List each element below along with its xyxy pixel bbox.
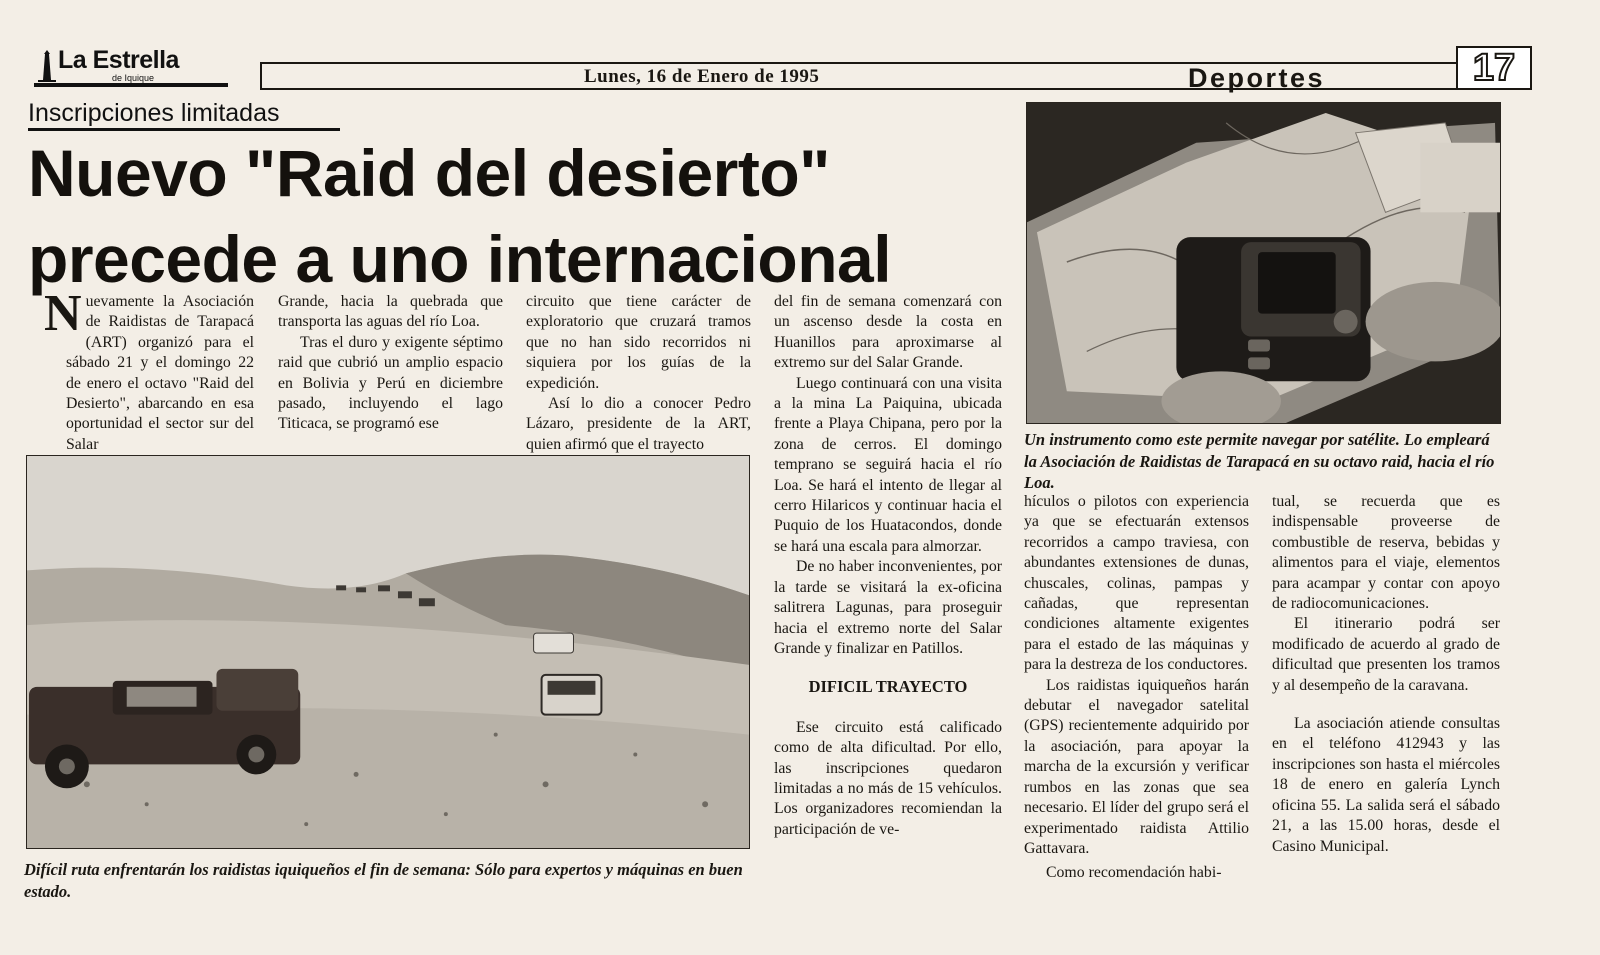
headline-line-1: Nuevo "Raid del desierto" — [28, 136, 830, 210]
paragraph: El itinerario podrá ser modificado de acuerdo al grado de dificultad que presenten los tramos y al desempeño de la caravana. — [1272, 615, 1500, 694]
paragraph: Los raidistas iquiqueños harán debutar el navegador satelital (GPS) recientemente adquirido por la asociación, para apoyar la marcha de la excursión y verificar rumbos en las zonas que sea necesario. El líder del grupo será el experimentado raidista Attilio Gattavara. — [1024, 676, 1249, 857]
paragraph: Como recomendación habi- — [1046, 864, 1222, 882]
page-number: 17 — [1456, 46, 1532, 90]
article-column-4 — [774, 292, 1002, 840]
paragraph: Ese circuito está calificado como de alta dificultad. Por ello, las inscripciones quedaron limitadas a no más de 15 vehículos. Los organizadores recomiendan la participación de ve- — [774, 718, 1002, 838]
article-column-6 — [1272, 492, 1500, 857]
paragraph: La asociación atiende consultas en el teléfono 412943 y las inscripciones son hasta el miércoles 18 de enero en galería Lynch oficina 55. La salida será el sábado 21, a las 15.00 horas, desde el Casino Municipal. — [1272, 715, 1500, 855]
paragraph-text: uevamente la Asociación de Raidistas de Tarapacá (ART) organizó para el sábado 21 y el domingo 22 de enero el octavo "Raid del Desierto", abarcando en esa oportunidad el sector sur del Salar — [66, 293, 254, 453]
article-column-1 — [44, 285, 254, 455]
gps-photo-caption: Un instrumento como este permite navegar por satélite. Lo empleará la Asociación de Raidistas de Tarapacá en su octavo raid, hacia el río Loa. — [1024, 430, 1495, 492]
headline — [28, 130, 1018, 302]
dateline-frame — [260, 62, 1530, 90]
paragraph: Grande, hacia la quebrada que transporta las aguas del río Loa. — [278, 293, 503, 331]
logo-title: La Estrella — [58, 46, 179, 74]
desert-photo-caption: Difícil ruta enfrentarán los raidistas iquiqueños el fin de semana: Sólo para expertos y máquinas en buen estado. — [24, 860, 743, 901]
paragraph: hículos o pilotos con experiencia ya que se efectuarán extensos recorridos a campo traviesa, con abundantes extensiones de dunas, chuscales, colinas, pampas y cañadas, que representan condiciones altamente exigentes para el estado de las máquinas y para la destreza de los conductores. — [1024, 493, 1249, 674]
lighthouse-icon — [38, 50, 56, 82]
desert-caravan-photo — [26, 455, 750, 849]
paragraph: tual, se recuerda que es indispensable proveerse de combustible de reserva, bebidas y alimentos para el viaje, elementos para acampar y contar con apoyo de radiocomunicaciones. — [1272, 493, 1500, 613]
subheading: DIFICIL TRAYECTO — [808, 677, 968, 697]
paragraph: Así lo dio a conocer Pedro Lázaro, presidente de la ART, quien afirmó que el trayecto — [526, 395, 751, 453]
headline-line-2: precede a uno internacional — [28, 222, 892, 296]
logo-rule — [34, 83, 228, 87]
article-column-5 — [1024, 492, 1249, 884]
paragraph: del fin de semana comenzará con un ascenso desde la costa en Huanillos para aproximarse al extremo sur del Salar Grande. — [774, 293, 1002, 372]
paragraph: De no haber inconvenientes, por la tarde se visitará la ex-oficina salitrera Lagunas, para proseguir hacia el extremo norte del Salar Grande y finalizar en Patillos. — [774, 558, 1002, 657]
section-name: Deportes — [1188, 63, 1326, 93]
paragraph: circuito que tiene carácter de exploratorio que cruzará tramos que no han sido recorridos ni siquiera por los guías de la expedición. — [526, 293, 751, 392]
paragraph: Luego continuará con una visita a la mina La Paiquina, ubicada frente a Playa Chipana, pero por la zona de cerros. El domingo temprano se seguirá hacia el río Loa. Se hará el intento de llegar al cerro Hilaricos y continuar hacia el Puquio de los Huatacondos, donde se hará una escala para almorzar. — [774, 374, 1002, 555]
kicker: Inscripciones limitadas — [28, 99, 280, 127]
paragraph: Tras el duro y exigente séptimo raid que cubrió un amplio espacio en Bolivia y Perú en diciembre pasado, incluyendo el lago Titicaca, se programó ese — [278, 333, 503, 433]
article-column-2 — [278, 292, 503, 435]
newspaper-logo — [34, 46, 230, 88]
paragraph — [44, 285, 254, 455]
gps-photo — [1026, 102, 1501, 424]
article-column-3 — [526, 292, 751, 455]
drop-cap: N — [44, 285, 82, 342]
issue-date: Lunes, 16 de Enero de 1995 — [584, 66, 820, 87]
logo-subtitle: de Iquique — [112, 73, 155, 83]
